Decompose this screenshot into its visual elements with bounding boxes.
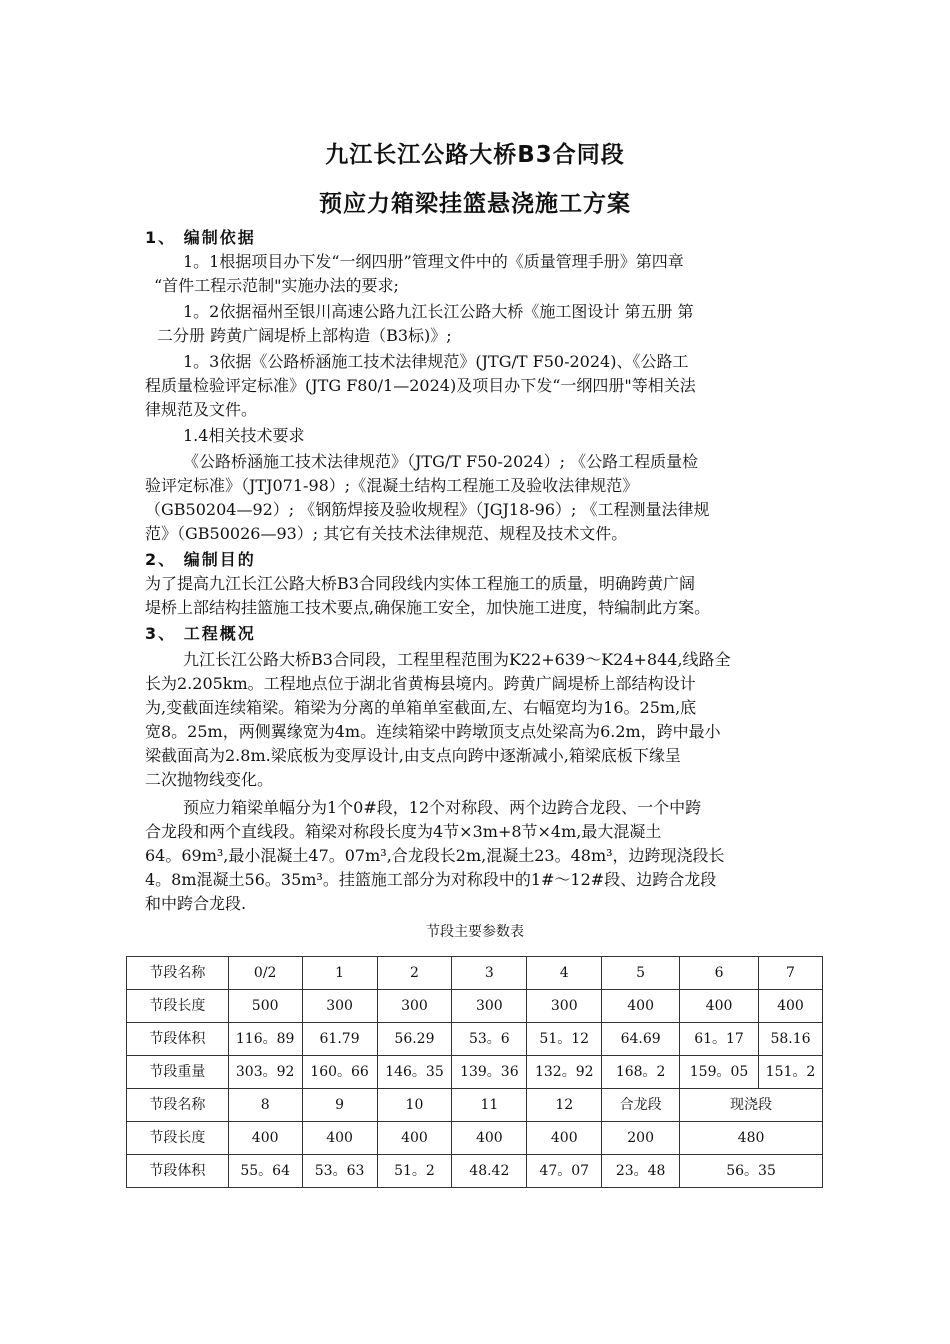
row-header-cell: 节段长度 [127, 990, 229, 1023]
table-cell: 61。17 [680, 1023, 759, 1056]
table-cell: 23。48 [602, 1155, 680, 1188]
table-cell: 56.29 [377, 1023, 452, 1056]
table-cell: 53。6 [452, 1023, 527, 1056]
table-cell: 6 [680, 957, 759, 990]
table-cell: 400 [228, 1122, 302, 1155]
table-cell: 400 [680, 990, 759, 1023]
para-line: 1。2依据福州至银川高速公路九江长江公路大桥《施工图设计 第五册 第 [183, 302, 694, 321]
table-cell: 53。63 [302, 1155, 377, 1188]
table-cell: 132。92 [527, 1056, 602, 1089]
table-cell: 116。89 [228, 1023, 302, 1056]
table-cell: 300 [302, 990, 377, 1023]
table-cell: 2 [377, 957, 452, 990]
table-cell: 480 [680, 1122, 823, 1155]
table-cell: 160。66 [302, 1056, 377, 1089]
para-line: 和中跨合龙段. [145, 894, 247, 913]
table-cell: 4 [527, 957, 602, 990]
table-cell: 1 [302, 957, 377, 990]
para-line: 律规范及文件。 [145, 400, 258, 419]
table-cell: 12 [527, 1089, 602, 1122]
row-header-cell: 节段名称 [127, 957, 229, 990]
table-cell: 303。92 [228, 1056, 302, 1089]
para-line: 堤桥上部结构挂篮施工技术要点,确保施工安全，加快施工进度，特编制此方案。 [145, 598, 711, 617]
para-line: 1。1根据项目办下发“一纲四册”管理文件中的《质量管理手册》第四章 [183, 252, 684, 271]
para-line: 长为2.205km。工程地点位于湖北省黄梅县境内。跨黄广阔堤桥上部结构设计 [145, 674, 696, 693]
table-cell: 51。12 [527, 1023, 602, 1056]
section-heading-1: 1、 编制依据 [145, 228, 256, 247]
table-cell: 3 [452, 957, 527, 990]
table-cell: 47。07 [527, 1155, 602, 1188]
para-line: （GB50204—92）; 《钢筋焊接及验收规程》（JGJ18-96）; 《工程测量法律规 [145, 500, 710, 519]
table-cell: 400 [527, 1122, 602, 1155]
table-cell: 11 [452, 1089, 527, 1122]
table-cell: 400 [758, 990, 822, 1023]
table-cell: 300 [527, 990, 602, 1023]
para-line: 合龙段和两个直线段。箱梁对称段长度为4节×3m+8节×4m,最大混凝土 [145, 822, 662, 841]
table-row [127, 1089, 823, 1122]
table-row [127, 1155, 823, 1188]
table-cell: 51。2 [377, 1155, 452, 1188]
table-row [127, 1122, 823, 1155]
table-cell: 400 [602, 990, 680, 1023]
para-line: 4。8m混凝土56。35m³。挂篮施工部分为对称段中的1#～12#段、边跨合龙段 [145, 870, 717, 889]
table-cell: 56。35 [680, 1155, 823, 1188]
para-line: 二次抛物线变化。 [145, 770, 274, 789]
table-cell: 200 [602, 1122, 680, 1155]
document-subtitle: 预应力箱梁挂篮悬浇施工方案 [319, 191, 631, 217]
table-cell: 168。2 [602, 1056, 680, 1089]
table-cell: 48.42 [452, 1155, 527, 1188]
row-header-cell: 节段体积 [127, 1155, 229, 1188]
section-heading-3: 3、 工程概况 [145, 624, 256, 643]
table-cell: 400 [452, 1122, 527, 1155]
para-line: “首件工程示范制"实施办法的要求; [154, 276, 399, 295]
para-line: 1.4相关技术要求 [183, 426, 305, 445]
para-line: 九江长江公路大桥B3合同段，工程里程范围为K22+639～K24+844,线路全 [183, 650, 731, 669]
para-line: 《公路桥涵施工技术法律规范》（JTG/T F50-2024）; 《公路工程质量检 [183, 452, 699, 471]
table-cell: 55。64 [228, 1155, 302, 1188]
table-cell: 61.79 [302, 1023, 377, 1056]
table-cell: 9 [302, 1089, 377, 1122]
para-line: 验评定标准》（JTJ071-98）;《混凝土结构工程施工及验收法律规范》 [145, 476, 639, 495]
table-cell: 现浇段 [680, 1089, 823, 1122]
table-cell: 159。05 [680, 1056, 759, 1089]
table-cell: 10 [377, 1089, 452, 1122]
para-line: 预应力箱梁单幅分为1个0#段，12个对称段、两个边跨合龙段、一个中跨 [183, 798, 702, 817]
table-row [127, 990, 823, 1023]
table-cell: 58.16 [758, 1023, 822, 1056]
para-line: 为,变截面连续箱梁。箱梁为分离的单箱单室截面,左、右幅宽均为16。25m,底 [145, 698, 697, 717]
table-cell: 300 [377, 990, 452, 1023]
table-cell: 合龙段 [602, 1089, 680, 1122]
table-cell: 300 [452, 990, 527, 1023]
table-cell: 8 [228, 1089, 302, 1122]
row-header-cell: 节段名称 [127, 1089, 229, 1122]
segment-params-table [126, 956, 823, 1188]
para-line: 为了提高九江长江公路大桥B3合同段线内实体工程施工的质量，明确跨黄广阔 [145, 574, 695, 593]
table-cell: 400 [302, 1122, 377, 1155]
para-line: 梁截面高为2.8m.梁底板为变厚设计,由支点向跨中逐渐减小,箱梁底板下缘呈 [145, 746, 681, 765]
para-line: 范》（GB50026—93）; 其它有关技术法律规范、规程及技术文件。 [145, 524, 628, 543]
table-cell: 400 [377, 1122, 452, 1155]
table-cell: 5 [602, 957, 680, 990]
table-cell: 0/2 [228, 957, 302, 990]
table-cell: 139。36 [452, 1056, 527, 1089]
section-heading-2: 2、 编制目的 [145, 550, 256, 569]
table-cell: 500 [228, 990, 302, 1023]
table-cell: 146。35 [377, 1056, 452, 1089]
row-header-cell: 节段长度 [127, 1122, 229, 1155]
document-title: 九江长江公路大桥B3合同段 [325, 142, 625, 168]
table-caption: 节段主要参数表 [426, 924, 524, 940]
row-header-cell: 节段体积 [127, 1023, 229, 1056]
table-row [127, 1056, 823, 1089]
para-line: 二分册 跨黄广阔堤桥上部构造（B3标)》; [157, 326, 452, 345]
row-header-cell: 节段重量 [127, 1056, 229, 1089]
table-cell: 64.69 [602, 1023, 680, 1056]
para-line: 程质量检验评定标准》(JTG F80/1—2024)及项目办下发“一纲四册"等相关法 [145, 376, 696, 395]
table-row [127, 1023, 823, 1056]
table-row [127, 957, 823, 990]
para-line: 64。69m³,最小混凝土47。07m³,合龙段长2m,混凝土23。48m³，边跨现浇段长 [145, 846, 725, 865]
table-cell: 151。2 [758, 1056, 822, 1089]
para-line: 宽8。25m，两侧翼缘宽为4m。连续箱梁中跨墩顶支点处梁高为6.2m，跨中最小 [145, 722, 721, 741]
table-cell: 7 [758, 957, 822, 990]
para-line: 1。3依据《公路桥涵施工技术法律规范》(JTG/T F50-2024)、《公路工 [183, 352, 689, 371]
